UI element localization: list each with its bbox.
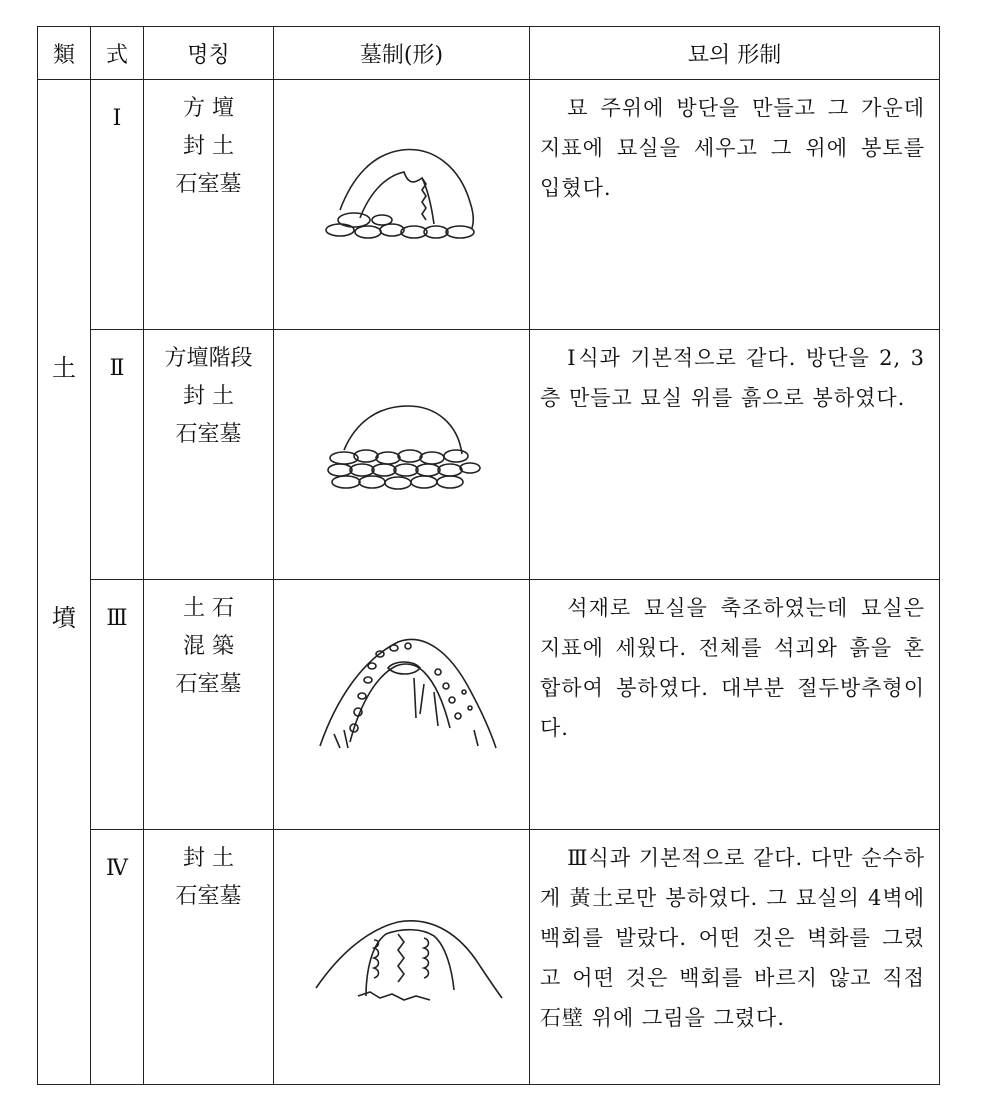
name-cell (144, 580, 274, 830)
tomb-drawing-type4 (274, 830, 530, 1085)
name-line: 方壇階段 (164, 346, 253, 371)
type-cell (91, 830, 144, 1085)
type-numeral: Ⅰ (112, 106, 122, 131)
header-category: 類 (38, 27, 91, 80)
description-cell (530, 330, 940, 580)
table-row (38, 330, 940, 580)
description-text: Ⅰ식과 기본적으로 같다. 방단을 2, 3층 만들고 묘실 위를 흙으로 봉하였다. (540, 346, 925, 410)
name-line: 混 築 (183, 634, 234, 659)
description-cell (530, 830, 940, 1085)
type-numeral: Ⅱ (109, 356, 125, 381)
type-cell (91, 580, 144, 830)
name-line: 石室墓 (175, 172, 242, 197)
description-text: 묘 주위에 방단을 만들고 그 가운데 지표에 묘실을 세우고 그 위에 봉토를 입혔다. (540, 96, 925, 200)
shape-cell (274, 830, 530, 1085)
type-cell (91, 80, 144, 330)
tomb-drawing-type3 (274, 580, 530, 830)
type-numeral: Ⅲ (106, 606, 128, 631)
header-description: 묘의 形制 (530, 27, 940, 80)
name-line: 石室墓 (175, 672, 242, 697)
header-type: 式 (91, 27, 144, 80)
name-line: 封 土 (183, 134, 234, 159)
name-cell (144, 830, 274, 1085)
name-cell (144, 80, 274, 330)
name-line: 土 石 (183, 596, 234, 621)
table-row (38, 830, 940, 1085)
header-name: 명칭 (144, 27, 274, 80)
type-numeral: Ⅳ (106, 856, 128, 881)
shape-cell (274, 80, 530, 330)
category-char-1: 土 (52, 354, 76, 382)
name-line: 封 土 (183, 384, 234, 409)
name-cell (144, 330, 274, 580)
category-char-2: 墳 (52, 604, 76, 632)
table-row (38, 80, 940, 330)
name-line: 方 壇 (183, 96, 234, 121)
description-text: 석재로 묘실을 축조하였는데 묘실은 지표에 세웠다. 전체를 석괴와 흙을 혼합하여 봉하였다. 대부분 절두방추형이다. (540, 596, 925, 740)
name-line: 石室墓 (175, 422, 242, 447)
name-line: 封 土 (183, 846, 234, 871)
tomb-classification-table (37, 26, 940, 1085)
header-row (38, 27, 940, 80)
description-cell (530, 80, 940, 330)
name-line: 石室墓 (175, 884, 242, 909)
category-cell (38, 80, 91, 1085)
description-cell (530, 580, 940, 830)
header-shape: 墓制(形) (274, 27, 530, 80)
table-row (38, 580, 940, 830)
tomb-drawing-type1 (274, 80, 530, 330)
shape-cell (274, 580, 530, 830)
tomb-drawing-type2 (274, 330, 530, 580)
type-cell (91, 330, 144, 580)
description-text: Ⅲ식과 기본적으로 같다. 다만 순수하게 黃土로만 봉하였다. 그 묘실의 4벽에 백회를 발랐다. 어떤 것은 벽화를 그렸고 어떤 것은 백회를 바르지 않고 직접 石壁 위에 그림을 그렸다. (540, 846, 925, 1030)
shape-cell (274, 330, 530, 580)
